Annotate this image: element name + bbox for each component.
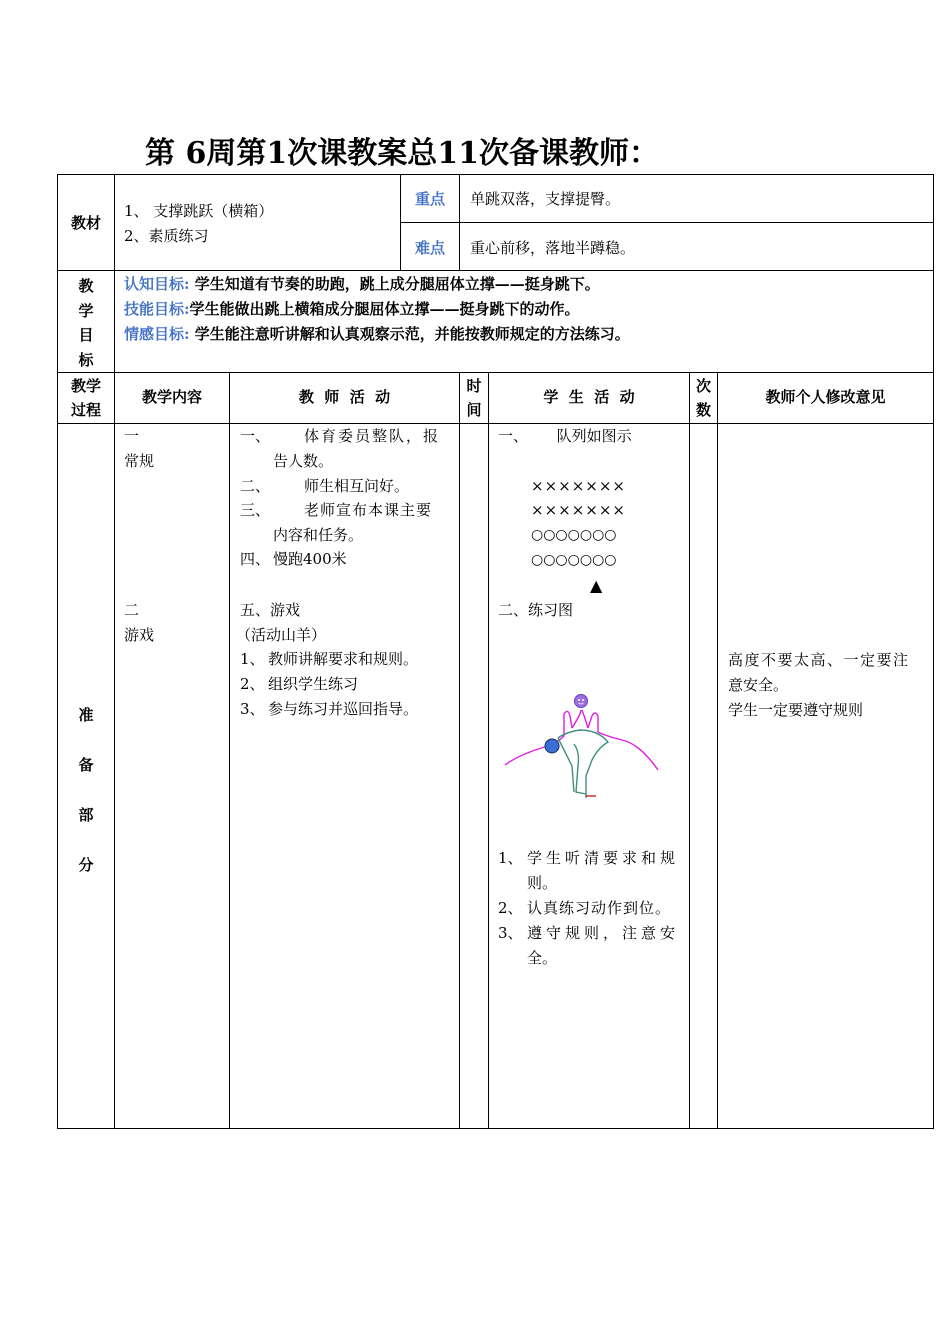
goal-cognitive-text: 学生知道有节奏的助跑，跳上成分腿屈体立撑——挺身跳下。 xyxy=(194,275,600,293)
goal-skill-label: 技能目标: xyxy=(124,300,190,318)
col-count-line: 次 xyxy=(695,377,711,395)
student-practice-title: 二、练习图 xyxy=(498,601,574,619)
practice-diagram xyxy=(500,688,670,800)
col-time xyxy=(460,374,488,422)
goal-cognitive-label: 认知目标: xyxy=(124,275,190,293)
student-item-num: 2、 xyxy=(498,899,523,917)
page-title: 第 6周第1次课教案总11次备课教师： xyxy=(145,136,659,171)
teacher-line-num: 四、 xyxy=(240,550,271,568)
col-time-line: 时 xyxy=(466,377,482,395)
teacher-marker-icon: ▲ xyxy=(590,576,603,595)
zhongdian-text: 单跳双落，支撑提臀。 xyxy=(470,190,621,208)
goals-label-char: 目 xyxy=(78,326,94,344)
teacher-game-text: 组织学生练习 xyxy=(268,675,359,693)
goals-label-char: 教 xyxy=(78,277,94,295)
goals-label-char: 学 xyxy=(78,301,94,320)
section-name xyxy=(58,690,114,890)
goal-skill-text: 学生能做出跳上横箱成分腿屈体立撑——挺身跳下的动作。 xyxy=(189,300,580,318)
student-item-text: 全。 xyxy=(527,949,558,967)
notes-line: 意安全。 xyxy=(728,676,789,694)
vault-box xyxy=(558,730,608,798)
section-name-char: 部 xyxy=(78,806,94,824)
student-item-num: 1、 xyxy=(498,849,523,867)
student-marker-icon xyxy=(545,739,559,753)
student-item-text: 学生听清要求和规 xyxy=(527,849,680,867)
student-item-num: 3、 xyxy=(498,924,523,942)
teacher-game-num: 1、 xyxy=(240,650,265,668)
smiley-icon xyxy=(575,695,588,708)
content-part2-name: 游戏 xyxy=(124,626,155,644)
teacher-line-text: 老师宣布本课主要 xyxy=(304,501,433,519)
teacher-line-text: 内容和任务。 xyxy=(273,526,364,544)
goal-emotion-label: 情感目标: xyxy=(124,325,190,343)
nandian-text: 重心前移，落地半蹲稳。 xyxy=(470,239,636,257)
section-name-char: 分 xyxy=(78,856,94,874)
teacher-line-num: 三、 xyxy=(240,501,271,519)
content-part1-num: 一 xyxy=(124,427,140,445)
col-process-line: 过程 xyxy=(70,401,101,419)
goals-label-char: 标 xyxy=(78,350,94,369)
goals-label xyxy=(58,274,114,372)
goal-emotion xyxy=(124,322,924,347)
formation-row: ○○○○○○○ xyxy=(531,527,617,543)
teacher-game-sub: （活动山羊） xyxy=(236,626,327,644)
teacher-line-num: 二、 xyxy=(240,477,271,495)
nandian-label: 难点 xyxy=(414,239,445,257)
teacher-line-text: 告人数。 xyxy=(273,452,334,470)
jiaocai-item-1: 1、 支撑跳跃（横箱） xyxy=(124,202,274,220)
formation-row: ××××××× xyxy=(531,501,626,519)
formation-row: ○○○○○○○ xyxy=(531,552,617,568)
col-student: 学 生 活 动 xyxy=(543,388,635,406)
goal-skill xyxy=(124,297,924,322)
notes-line: 高度不要太高、一定要注 xyxy=(728,651,910,669)
content-part1-name: 常规 xyxy=(124,452,155,470)
student-item-text: 则。 xyxy=(527,874,558,892)
teacher-line-text: 师生相互问好。 xyxy=(304,477,410,495)
teacher-line-text: 慢跑400米 xyxy=(273,550,347,568)
teacher-game-num: 3、 xyxy=(240,700,265,718)
col-count-line: 数 xyxy=(695,401,711,419)
col-process xyxy=(58,374,114,422)
zhongdian-label: 重点 xyxy=(414,190,445,208)
col-time-line: 间 xyxy=(466,401,482,419)
goal-emotion-text: 学生能注意听讲解和认真观察示范，并能按教师规定的方法练习。 xyxy=(194,325,630,343)
content-part2-num: 二 xyxy=(124,601,140,619)
notes-line: 学生一定要遵守规则 xyxy=(728,701,864,719)
teacher-game-text: 教师讲解要求和规则。 xyxy=(268,650,419,668)
teacher-game-title: 五、游戏 xyxy=(240,601,301,619)
jiaocai-item-2: 2、素质练习 xyxy=(124,227,209,245)
col-content: 教学内容 xyxy=(141,388,202,406)
col-notes: 教师个人修改意见 xyxy=(765,388,886,406)
student-item-text: 遵守规则，注意安 xyxy=(527,924,680,942)
section-name-char: 准 xyxy=(78,706,94,724)
teacher-game-text: 参与练习并巡回指导。 xyxy=(268,700,419,718)
teacher-line-text: 体育委员整队，报 xyxy=(304,427,441,445)
teacher-game-num: 2、 xyxy=(240,675,265,693)
col-count xyxy=(690,374,717,422)
col-process-line: 教学 xyxy=(70,377,101,395)
col-teacher: 教 师 活 动 xyxy=(298,388,391,406)
student-formation-title: 一、 队列如图示 xyxy=(498,427,632,445)
motion-path xyxy=(505,710,658,770)
teacher-line-num: 一、 xyxy=(240,427,271,445)
student-item-text: 认真练习动作到位。 xyxy=(527,899,672,917)
jiaocai-label: 教材 xyxy=(70,214,101,232)
section-name-char: 备 xyxy=(78,756,94,774)
goal-cognitive xyxy=(124,272,924,297)
formation-row: ××××××× xyxy=(531,477,626,495)
